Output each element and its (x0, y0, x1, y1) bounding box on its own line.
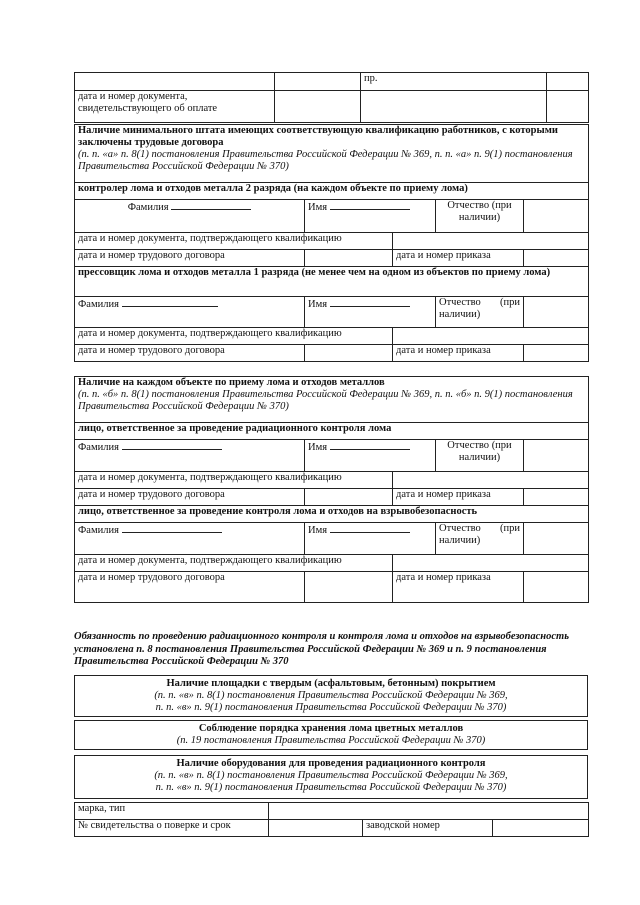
patronymic-label: Отчество (447, 440, 490, 451)
name-label: Имя (308, 299, 328, 310)
hard-surface-ref: (п. п. «в» п. 8(1) постановления Правительства Российской Федерации № 369, (154, 690, 508, 701)
radiation-patronymic-extra[interactable] (524, 440, 589, 472)
press-name-wrap (305, 297, 524, 328)
contract-value[interactable] (305, 250, 393, 267)
explosion-patronymic-field[interactable] (436, 523, 524, 554)
patronymic-label-part: (при (491, 440, 512, 451)
serial-value[interactable] (493, 820, 589, 837)
press-name-field[interactable] (305, 297, 436, 327)
press-surname-field[interactable] (75, 297, 305, 328)
site-ref: (п. п. «б» п. 8(1) постановления Правительства Российской Федерации № 369, п. п. «б» п. 9(1) постановления Правительства Российской Федерации № 370) (78, 389, 573, 412)
name-label: Имя (308, 525, 328, 536)
controller-name-field[interactable] (305, 200, 436, 232)
explosion-patronymic-extra[interactable] (524, 523, 589, 555)
site-heading-cell (75, 377, 589, 423)
obligation-text: Обязанность по проведению радиационного контроля и контроля лома и отходов на взрывобезопасность установлена п. 8 постановления Правительства Российской Федерации № 369 и п. 9 постановления Правительства Российской Федерации № 370 (74, 631, 570, 667)
controller-patronymic-extra[interactable] (524, 200, 589, 233)
nonferrous-box (74, 720, 588, 750)
contract-value[interactable] (305, 489, 393, 506)
order-value[interactable] (524, 489, 589, 506)
contract-label: дата и номер трудового договора (75, 345, 305, 362)
contract-value[interactable] (305, 345, 393, 362)
controller-patronymic-field[interactable] (436, 200, 524, 232)
payment-cell-empty[interactable] (275, 73, 361, 91)
qual-doc-value[interactable] (393, 472, 589, 489)
patronymic-label-part: наличии) (439, 535, 481, 546)
press-title: прессовщик лома и отходов металла 1 разряда (не менее чем на одном из объектов по приему лома) (75, 267, 589, 297)
staff-heading: Наличие минимального штата имеющих соответствующую квалификацию работников, с которыми заключены трудовые договора (78, 125, 558, 148)
patronymic-label: Отчество (при наличии) (447, 200, 512, 223)
model-value[interactable] (269, 803, 589, 820)
surname-label: Фамилия (78, 442, 119, 453)
qual-doc-value[interactable] (393, 328, 589, 345)
payment-table (74, 72, 589, 123)
surname-label: Фамилия (127, 202, 169, 213)
radiation-name-field[interactable] (305, 440, 436, 471)
qual-doc-label: дата и номер документа, подтверждающего квалификацию (75, 555, 393, 572)
order-label: дата и номер приказа (393, 489, 524, 506)
staff-ref: (п. п. «а» п. 8(1) постановления Правительства Российской Федерации № 369, п. п. «а» п. 9(1) постановления Правительства Российской Федерации № 370) (78, 149, 573, 172)
payment-doc-label: дата и номер документа, свидетельствующего об оплате (75, 91, 275, 123)
underline (330, 440, 410, 450)
serial-label: заводской номер (363, 820, 493, 837)
patronymic-label-part: наличии) (458, 452, 501, 463)
underline (330, 523, 410, 533)
surname-label: Фамилия (78, 299, 119, 310)
radiation-name-wrap (305, 440, 524, 472)
contract-label: дата и номер трудового договора (75, 250, 305, 267)
controller-name-wrap (305, 200, 524, 233)
nonferrous-heading: Соблюдение порядка хранения лома цветных металлов (198, 723, 464, 734)
hard-surface-box (74, 675, 588, 717)
explosion-surname-field[interactable] (75, 523, 305, 555)
controller-surname-field[interactable] (75, 200, 305, 233)
underline (122, 297, 218, 307)
name-label: Имя (308, 202, 328, 213)
patronymic-label: Отчество (439, 297, 481, 308)
hard-surface-heading: Наличие площадки с твердым (асфальтовым, бетонным) покрытием (166, 678, 496, 689)
controller-title: контролер лома и отходов металла 2 разряда (на каждом объекте по приему лома) (75, 183, 589, 200)
order-value[interactable] (524, 572, 589, 603)
site-table (74, 376, 589, 603)
qual-doc-label: дата и номер документа, подтверждающего квалификацию (75, 472, 393, 489)
patronymic-label-part: (при (500, 297, 520, 308)
equipment-ref: (п. п. «в» п. 8(1) постановления Правительства Российской Федерации № 369, (154, 770, 508, 781)
underline (122, 523, 222, 533)
underline (330, 200, 410, 210)
radiation-patronymic-field[interactable] (436, 440, 524, 471)
underline (330, 297, 410, 307)
contract-value[interactable] (305, 572, 393, 603)
qual-doc-value[interactable] (393, 233, 589, 250)
patronymic-label-part: наличии) (439, 309, 481, 320)
order-label: дата и номер приказа (393, 250, 524, 267)
radiation-surname-field[interactable] (75, 440, 305, 472)
qual-doc-label: дата и номер документа, подтверждающего квалификацию (75, 233, 393, 250)
equipment-ref: п. п. «в» п. 9(1) постановления Правительства Российской Федерации № 370) (155, 782, 507, 793)
site-heading: Наличие на каждом объекте по приему лома и отходов металлов (78, 377, 385, 388)
underline (122, 440, 222, 450)
patronymic-label: Отчество (439, 523, 481, 534)
qual-doc-value[interactable] (393, 555, 589, 572)
press-patronymic-extra[interactable] (524, 297, 589, 328)
hard-surface-ref: п. п. «в» п. 9(1) постановления Правительства Российской Федерации № 370) (155, 702, 507, 713)
radiation-title: лицо, ответственное за проведение радиационного контроля лома (75, 423, 589, 440)
order-label: дата и номер приказа (393, 572, 524, 603)
certificate-label: № свидетельства о поверке и срок (75, 820, 269, 837)
nonferrous-ref: (п. 19 постановления Правительства Российской Федерации № 370) (176, 735, 486, 746)
payment-doc-value[interactable] (547, 91, 589, 123)
press-patronymic-field[interactable] (436, 297, 524, 327)
order-value[interactable] (524, 345, 589, 362)
name-label: Имя (308, 442, 328, 453)
payment-doc-value[interactable] (275, 91, 361, 123)
explosion-name-field[interactable] (305, 523, 436, 554)
model-label: марка, тип (75, 803, 269, 820)
surname-label: Фамилия (78, 525, 119, 536)
patronymic-label-part: (при (500, 523, 520, 534)
payment-cell-empty[interactable] (75, 73, 275, 91)
underline (171, 200, 251, 210)
explosion-title: лицо, ответственное за проведение контроля лома и отходов на взрывобезопасность (75, 506, 589, 523)
staff-table (74, 124, 589, 362)
explosion-name-wrap (305, 523, 524, 555)
qual-doc-label: дата и номер документа, подтверждающего квалификацию (75, 328, 393, 345)
payment-cell-empty[interactable] (547, 73, 589, 91)
contract-label: дата и номер трудового договора (75, 572, 305, 603)
order-value[interactable] (524, 250, 589, 267)
certificate-value[interactable] (269, 820, 363, 837)
equipment-table (74, 802, 589, 837)
staff-heading-cell (75, 125, 589, 183)
pr-label: пр. (361, 73, 547, 91)
payment-doc-value[interactable] (361, 91, 547, 123)
equipment-heading: Наличие оборудования для проведения радиационного контроля (176, 758, 486, 769)
order-label: дата и номер приказа (393, 345, 524, 362)
contract-label: дата и номер трудового договора (75, 489, 305, 506)
equipment-box (74, 755, 588, 799)
